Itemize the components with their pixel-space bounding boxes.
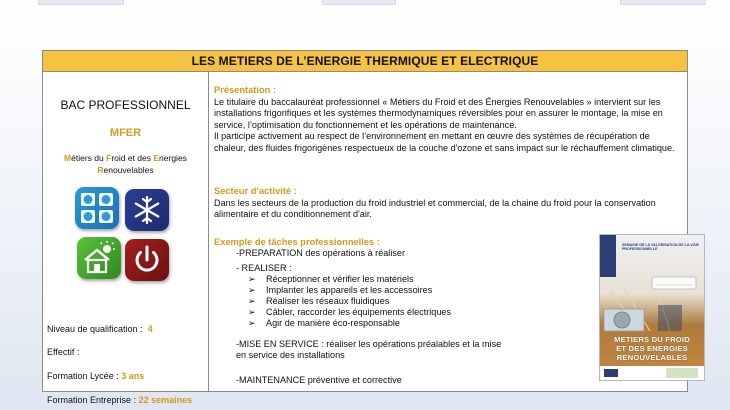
brochure-cover: [599, 234, 705, 381]
cover-illustration: [600, 271, 704, 333]
snowflake-icon: [125, 189, 169, 231]
presentation-section: [214, 85, 681, 154]
task-preparation: -PREPARATION des opérations à réaliser: [236, 248, 405, 258]
list-item: ➢ Agir de manière éco-responsable: [248, 318, 400, 328]
left-column: [43, 72, 209, 405]
diploma-title: BAC PROFESSIONNEL: [60, 98, 191, 112]
tasks-title: Exemple de tâches professionnelles :: [214, 237, 380, 247]
top-tab-left: [38, 0, 124, 5]
right-column: [209, 72, 699, 391]
fan-icon: [75, 187, 119, 229]
table-header: LES METIERS DE L’ENERGIE THERMIQUE ET ELECTRIQUE: [43, 51, 687, 72]
tasks-section: [214, 237, 594, 386]
staff-count: Effectif :: [47, 347, 80, 357]
list-item: ➢ Réaliser les réseaux fluidiques: [248, 296, 390, 306]
cover-footer: [600, 366, 704, 380]
top-tab-right: [620, 0, 706, 5]
house-sun-icon: [77, 237, 121, 279]
list-item: ➢ Implanter les appareils et les accessoires: [248, 285, 433, 295]
task-mise-en-service: -MISE EN SERVICE : réaliser les opérations préalables et la mise en service des installations: [236, 339, 502, 360]
sector-section: [214, 186, 681, 221]
acronym: MFER: [109, 127, 142, 139]
list-item: ➢ Réceptionner et vérifier les matériels: [248, 274, 414, 284]
mfer-logo: [75, 187, 173, 283]
task-realise: - REALISER :: [236, 263, 292, 273]
top-tab-center: [322, 0, 396, 5]
cover-top-text: SEMAINE DE LA VALORISATION DE LA VOIE PROFESSIONNELLE: [622, 243, 699, 252]
company-training: Formation Entreprise : 22 semaines: [47, 395, 193, 405]
qualification-level: Niveau de qualification : 4: [47, 324, 153, 334]
school-training: Formation Lycée : 3 ans: [47, 371, 145, 381]
specialty-name: Métiers du Froid et des Energies Renouvelables: [64, 153, 187, 175]
presentation-paragraph-1: Le titulaire du baccalauréat professionnel « Métiers du Froid et des Énergies Renouvelables » intervient sur les installations frigorifiques et les systèmes thermodynamiques réversibles pour en assurer le montage, la mise en service, l’optimisation du fonctionnement et les opérations de maintenance.: [214, 96, 663, 130]
cover-title: METIERS DU FROID ET DES ENERGIES RENOUVELABLES: [614, 335, 690, 362]
sector-text: Dans les secteurs de la production du froid industriel et commercial, de la chaine du froid pour la conservation alimentaire et du conditionnement d'air.: [214, 197, 656, 219]
presentation-title: Présentation :: [214, 85, 276, 95]
sector-title: Secteur d’activité :: [214, 186, 297, 196]
task-maintenance: -MAINTENANCE préventive et corrective: [236, 375, 402, 385]
power-icon: [125, 239, 169, 281]
list-item: ➢ Câbler, raccorder les équipements électriques: [248, 307, 452, 317]
presentation-paragraph-2: Il participe activement au respect de l’environnement en mettant en œuvre des systèmes de récupération de chaleur, des fluides frigorigènes respectueux de la couche d'ozone et sans impact sur le réchauffement climatique.: [214, 131, 675, 153]
info-table: [42, 50, 699, 405]
